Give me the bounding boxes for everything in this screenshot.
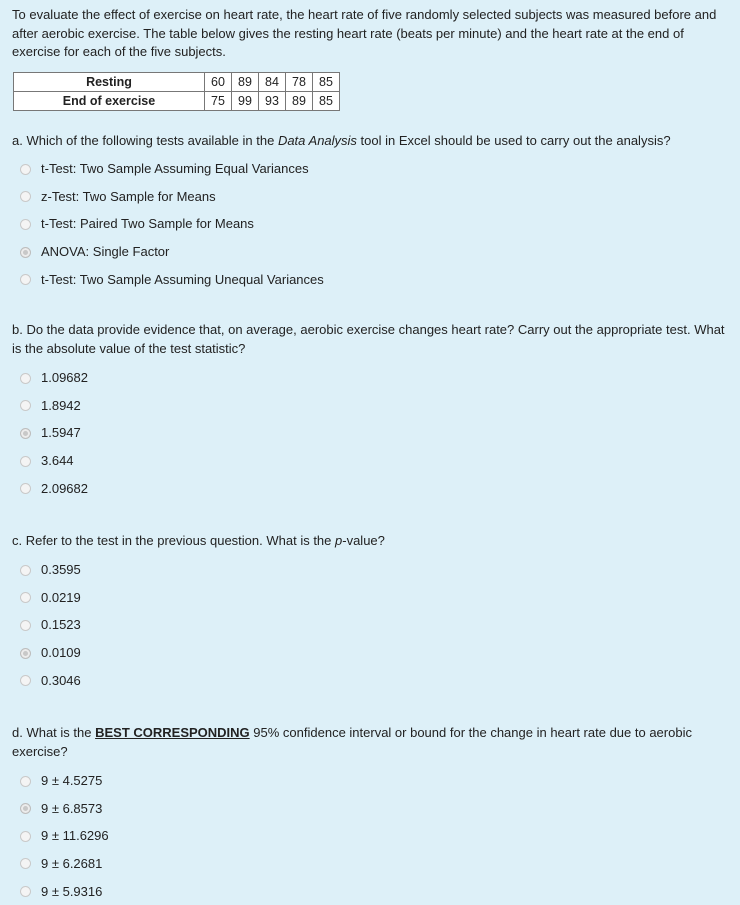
row-label: Resting [14,72,205,91]
radio-button[interactable] [20,274,31,285]
question-c-text [12,531,728,550]
radio-button[interactable] [20,675,31,686]
radio-button[interactable] [20,620,31,631]
question-a-text [12,131,728,150]
option-d-1[interactable] [12,767,728,795]
row-label: End of exercise [14,91,205,110]
table-cell: 89 [232,72,259,91]
intro-text: To evaluate the effect of exercise on heart rate, the heart rate of five randomly selected subjects was measured before and after aerobic exercise. The table below gives the resting heart rate (beats per minute) and the heart rate at the end of exercise for each of the five subjects. [12,7,717,59]
table-cell: 93 [259,91,286,110]
option-a-4[interactable] [12,238,728,266]
option-b-1[interactable] [12,364,728,392]
question-a-pre: a. Which of the following tests available in the [12,132,278,148]
radio-button[interactable] [20,858,31,869]
table-row [14,91,340,110]
radio-button[interactable] [20,191,31,202]
option-label: t-Test: Two Sample Assuming Unequal Variances [41,271,324,287]
question-b-text: b. Do the data provide evidence that, on average, aerobic exercise changes heart rate? Carry out the appropriate test. What is the absolute value of the test statistic? [12,322,725,357]
table-row [14,72,340,91]
radio-button[interactable] [20,776,31,787]
radio-button[interactable] [20,483,31,494]
option-d-5[interactable] [12,878,728,905]
radio-button[interactable] [20,428,31,439]
option-b-3[interactable] [12,420,728,448]
option-label: 0.3595 [41,562,81,578]
table-cell: 60 [205,72,232,91]
table-cell: 99 [232,91,259,110]
option-a-2[interactable] [12,183,728,211]
question-d-emphasis: BEST CORRESPONDING [95,725,250,741]
option-label: 2.09682 [41,480,88,496]
option-c-2[interactable] [12,584,728,612]
option-d-3[interactable] [12,823,728,851]
option-label: ANOVA: Single Factor [41,244,170,260]
radio-button[interactable] [20,831,31,842]
option-label: 9 ± 11.6296 [41,828,109,844]
option-b-2[interactable] [12,392,728,420]
question-a-post: tool in Excel should be used to carry out the analysis? [356,132,671,148]
option-c-1[interactable] [12,556,728,584]
option-label: 3.644 [41,453,74,469]
option-label: 9 ± 5.9316 [41,883,103,899]
question-d-pre: d. What is the [12,725,96,741]
option-d-2[interactable] [12,795,728,823]
question-a-emphasis: Data Analysis [277,132,357,148]
question-c-post: -value? [342,533,385,549]
option-a-3[interactable] [12,211,728,239]
question-a-options [12,156,728,294]
question-c-options [12,556,728,694]
radio-button[interactable] [20,886,31,897]
table-cell: 84 [259,72,286,91]
heart-rate-table [13,72,340,111]
option-b-5[interactable] [12,475,728,503]
radio-button[interactable] [20,565,31,576]
table-cell: 89 [286,91,313,110]
table-cell: 85 [313,91,340,110]
radio-button[interactable] [20,219,31,230]
option-label: 1.09682 [41,370,88,386]
option-label: 1.8942 [41,397,81,413]
question-c-emphasis: p [335,533,343,549]
radio-button[interactable] [20,164,31,175]
radio-button[interactable] [20,400,31,411]
radio-button[interactable] [20,592,31,603]
question-d-options [12,767,728,905]
radio-button[interactable] [20,247,31,258]
option-a-5[interactable] [12,266,728,294]
option-label: 1.5947 [41,425,81,441]
option-label: 9 ± 6.8573 [41,800,103,816]
option-label: z-Test: Two Sample for Means [41,188,216,204]
radio-button[interactable] [20,456,31,467]
option-b-4[interactable] [12,447,728,475]
option-a-1[interactable] [12,156,728,184]
question-d-post: 95% confidence interval or bound for the change in heart rate due to aerobic exercise? [12,725,692,760]
question-d-text [12,723,728,761]
option-label: 9 ± 4.5275 [41,773,103,789]
table-cell: 85 [313,72,340,91]
question-c-pre: c. Refer to the test in the previous question. What is the [12,533,336,549]
option-label: t-Test: Two Sample Assuming Equal Variances [41,161,309,177]
option-label: 9 ± 6.2681 [41,855,103,871]
option-label: 0.0109 [41,645,81,661]
table-cell: 75 [205,91,232,110]
option-label: 0.0219 [41,589,81,605]
option-c-4[interactable] [12,639,728,667]
option-c-5[interactable] [12,667,728,695]
option-d-4[interactable] [12,850,728,878]
radio-button[interactable] [20,373,31,384]
option-label: t-Test: Paired Two Sample for Means [41,216,254,232]
table-cell: 78 [286,72,313,91]
option-label: 0.1523 [41,617,81,633]
radio-button[interactable] [20,648,31,659]
option-label: 0.3046 [41,672,81,688]
radio-button[interactable] [20,803,31,814]
question-b-options [12,364,728,502]
option-c-3[interactable] [12,612,728,640]
